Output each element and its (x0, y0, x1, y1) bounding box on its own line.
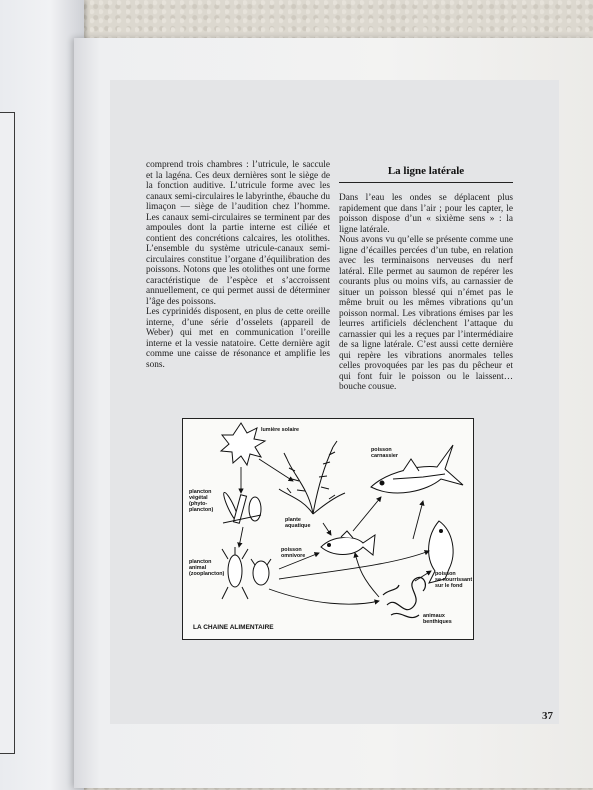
label-bottom-3: sur le fond (435, 583, 463, 589)
right-paragraph-2: Nous avons vu qu’elle se présente comme une ligne d’écailles percées d’un tube, en relation avec les terminaisons nerveuses du nerf latéral. Elle permet au saumon de repérer les courants plus ou moins vifs, au carnassier de situer un poisson blessé qui n’émet pas le même bruit ou les mêmes vibrations qu’un poisson normal. Les vibrations émises par les leurres artificiels déclenchent l’attaque du carnassier qui les a reçues par l’intermédiaire de sa ligne latérale. C’est aussi cette dernière qui repère les vibrations anormales telles celles provoquées par les pas du pêcheur et qui font fuir le poisson ou le laissent… bouche cousue. (339, 235, 513, 392)
right-paragraph-1: Dans l’eau les ondes se déplacent plus rapidement que dans l’air ; pour les capter, le poisson dispose d’un « sixième sens » : la ligne latérale. (339, 193, 513, 235)
label-zoo-3: (zooplancton) (189, 571, 225, 577)
sun-icon (221, 423, 265, 465)
label-zoo-1: plancton (189, 559, 212, 565)
aquatic-plant-icon (279, 441, 345, 514)
label-benthic-1: animaux (423, 613, 445, 619)
page-number: 37 (542, 710, 553, 722)
left-page-edge (0, 0, 84, 790)
left-paragraph-1: comprend trois chambres : l’utricule, le saccule et la lagéna. Ces deux dernières sont le siège de la fonction auditive. L’utricule forme avec les canaux semi-circulaires le labyrinthe, ébauche du limaçon — siège de l’audition chez l’homme. Les canaux semi-circulaires se terminent par des ampoules dont la partie interne est ciliée et contient des concrétions calcaires, les otolithes. L’ensemble du système utricule-canaux semi-circulaires constitue l’organe d’équilibration des poissons. Notons que les otolithes ont une forme caractéristique de l’espèce et s’accroissent annuellement, ce qui permet aussi de déterminer l’âge des poissons. (146, 160, 330, 307)
label-phyto-4: plancton) (189, 507, 214, 513)
label-bottom-1: poisson (435, 571, 456, 577)
food-chain-diagram (182, 418, 474, 640)
benthic-animals-icon (383, 577, 425, 617)
label-zoo-2: animal (189, 565, 207, 571)
label-phyto-3: (phyto- (189, 501, 208, 507)
left-page-frame (0, 112, 15, 754)
omnivore-fish-icon (321, 531, 375, 555)
label-plant-1: plante (285, 517, 301, 523)
label-phyto-2: végétal (189, 495, 208, 501)
diagram-title: LA CHAINE ALIMENTAIRE (193, 624, 274, 631)
right-column (339, 193, 513, 393)
left-paragraph-2: Les cyprinidés disposent, en plus de cette oreille interne, d’une série d’osselets (appareil de Weber) qui met en communication l’oreille interne et la vessie natatoire. Cette dernière agit comme une caisse de résonance et amplifie les sons. (146, 307, 330, 370)
label-omni-2: omnivore (281, 553, 306, 559)
diagram-drawing (183, 419, 472, 638)
section-heading: La ligne latérale (339, 165, 513, 183)
phytoplankton-icon (222, 491, 261, 523)
label-predator-2: carnassier (371, 453, 398, 459)
label-predator-1: poisson (371, 447, 392, 453)
left-column (146, 160, 330, 370)
label-sun: lumière solaire (261, 427, 300, 433)
label-benthic-2: benthiques (423, 619, 452, 625)
label-phyto-1: plancton (189, 489, 212, 495)
zooplankton-icon (222, 547, 271, 599)
label-omni-1: poisson (281, 547, 302, 553)
label-plant-2: aquatique (285, 523, 311, 529)
label-bottom-2: se nourrissant (435, 577, 473, 583)
